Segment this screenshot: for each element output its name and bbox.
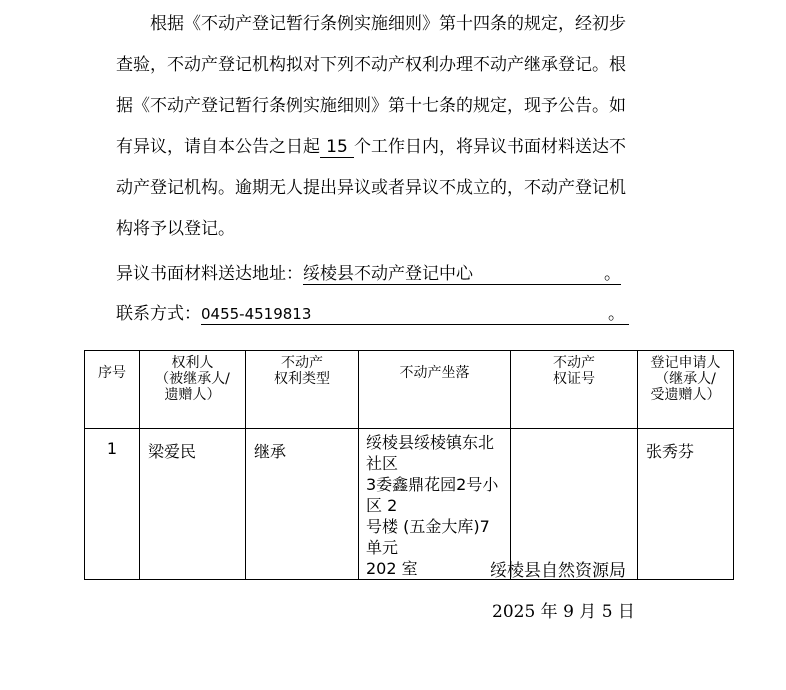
notice-line-4-end: 个工作日内，将异议书面材料送达不 [354,137,626,157]
header-location: 不动产坐落 [359,351,511,429]
notice-line-4 [116,127,672,168]
table-header-row [85,351,734,429]
issue-date: 2025 年 9 月 5 日 [492,602,635,622]
objection-days: 15 [320,137,354,158]
row-holder: 梁爱民 [140,429,246,580]
notice-paragraph [116,4,672,250]
submission-address [116,262,621,286]
header-seq: 序号 [85,351,140,429]
contact-value-field [201,304,629,325]
address-end: 。 [604,264,621,284]
submission-contact [116,302,629,326]
address-value: 绥棱县不动产登记中心 [303,264,473,284]
row-seq: 1 [85,429,140,580]
notice-line-5: 动产登记机构。逾期无人提出异议或者异议不成立的，不动产登记机 [116,178,626,198]
address-label: 异议书面材料送达地址： [116,264,303,284]
contact-end: 。 [608,304,625,324]
header-right-type: 不动产 权利类型 [246,351,359,429]
contact-label: 联系方式： [116,304,201,324]
address-value-field [303,264,621,285]
contact-value: 0455-4519813 [201,305,312,323]
notice-line-6: 构将予以登记。 [116,219,235,239]
table-row [85,429,734,580]
notice-line-2: 查验，不动产登记机构拟对下列不动产权利办理不动产继承登记。根 [116,55,626,75]
header-cert-no: 不动产 权证号 [511,351,638,429]
notice-line-4-start: 有异议，请自本公告之日起 [116,137,320,157]
row-applicant: 张秀芬 [638,429,734,580]
notice-line-1: 根据《不动产登记暂行条例实施细则》第十四条的规定，经初步 [150,14,626,34]
header-applicant: 登记申请人 （继承人/ 受遗赠人） [638,351,734,429]
registration-table [84,350,734,580]
header-holder: 权利人 （被继承人/ 遗赠人） [140,351,246,429]
row-location: 绥棱县绥棱镇东北社区 3委鑫鼎花园2号小区 2 号楼 (五金大库)7 单元 202 室 [359,429,511,580]
issuer-name: 绥棱县自然资源局 [490,561,626,581]
notice-line-3: 据《不动产登记暂行条例实施细则》第十七条的规定，现予公告。如 [116,96,626,116]
row-right-type: 继承 [246,429,359,580]
